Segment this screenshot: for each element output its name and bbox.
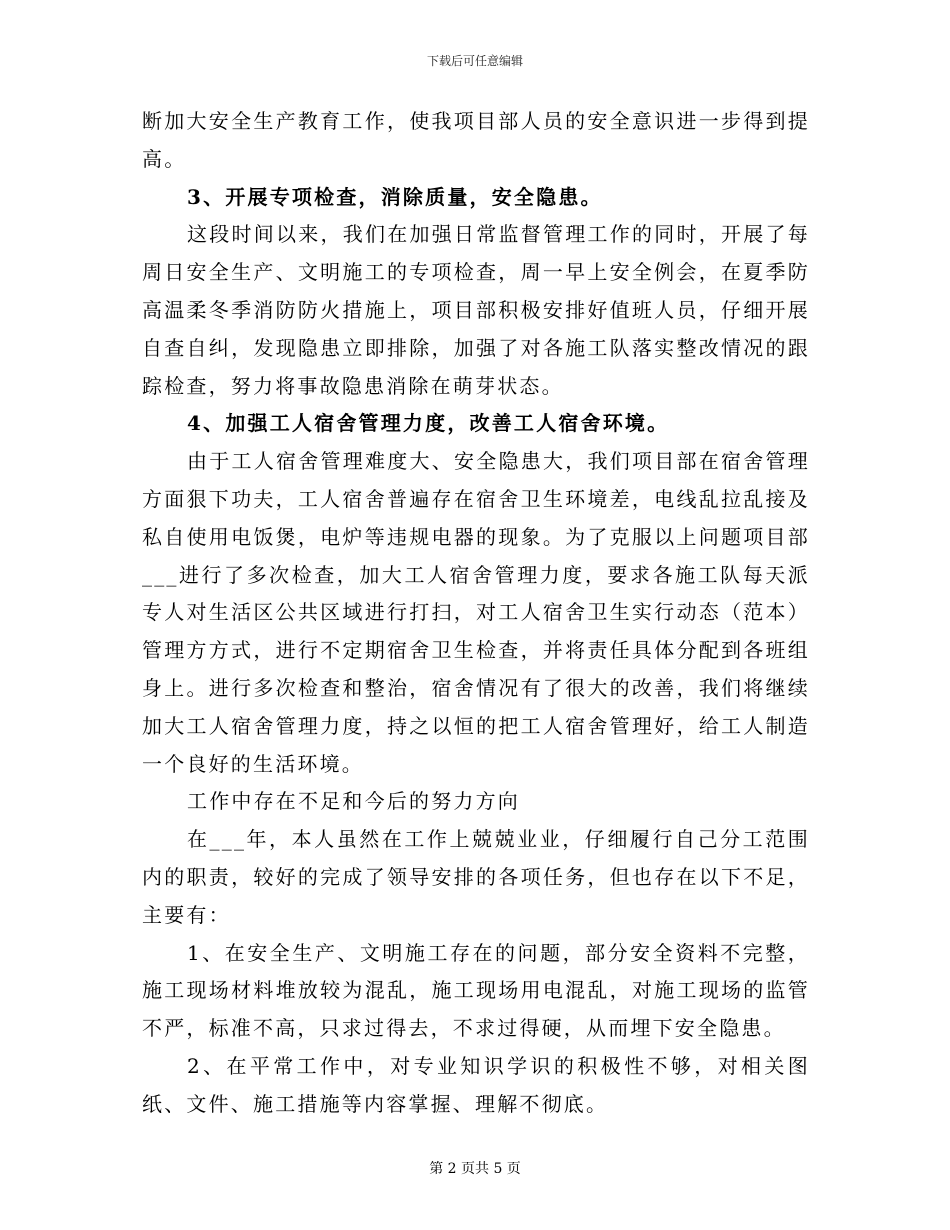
paragraph-shortcoming-2: 2、在平常工作中，对专业知识学识的积极性不够，对相关图纸、文件、施工措施等内容掌握、理解不彻底。 <box>142 1053 810 1116</box>
paragraph-dormitory-management: 由于工人宿舍管理难度大、安全隐患大，我们项目部在宿舍管理方面狠下功夫，工人宿舍普遍存在宿舍卫生环境差，电线乱拉乱接及私自使用电饭煲，电炉等违规电器的现象。为了克服以上问题项目部___进行了多次检查，加大工人宿舍管理力度，要求各施工队每天派专人对生活区公共区域进行打扫，对工人宿舍卫生实行动态（范本）管理方方式，进行不定期宿舍卫生检查，并将责任具体分配到各班组身上。进行多次检查和整治，宿舍情况有了很大的改善，我们将继续加大工人宿舍管理力度，持之以恒的把工人宿舍管理好，给工人制造一个良好的生活环境。 <box>142 449 810 776</box>
page-header-note: 下载后可任意编辑 <box>426 54 523 68</box>
paragraph-shortcomings-intro: 在___年，本人虽然在工作上兢兢业业，仔细履行自己分工范围内的职责，较好的完成了领导安排的各项任务，但也存在以下不足，主要有： <box>142 827 810 927</box>
paragraph-continuation: 断加大安全生产教育工作，使我项目部人员的安全意识进一步得到提高。 <box>142 109 810 171</box>
paragraph-special-inspection: 这段时间以来，我们在加强日常监督管理工作的同时，开展了每周日安全生产、文明施工的专项检查，周一早上安全例会，在夏季防高温柔冬季消防防火措施上，项目部积极安排好值班人员，仔细开展自查自纠，发现隐患立即排除，加强了对各施工队落实整改情况的跟踪检查，努力将事故隐患消除在萌芽状态。 <box>142 222 810 398</box>
section-heading-shortcomings: 工作中存在不足和今后的努力方向 <box>187 789 520 814</box>
section-heading-3: 3、开展专项检查，消除质量，安全隐患。 <box>187 184 603 209</box>
paragraph-shortcoming-1: 1、在安全生产、文明施工存在的问题，部分安全资料不完整，施工现场材料堆放较为混乱，施工现场用电混乱，对施工现场的监管不严，标准不高，只求过得去，不求过得硬，从而埋下安全隐患。 <box>142 940 810 1041</box>
section-heading-4: 4、加强工人宿舍管理力度，改善工人宿舍环境。 <box>187 411 670 436</box>
document-body <box>142 103 810 1124</box>
page-number: 第 2 页共 5 页 <box>429 1161 521 1177</box>
